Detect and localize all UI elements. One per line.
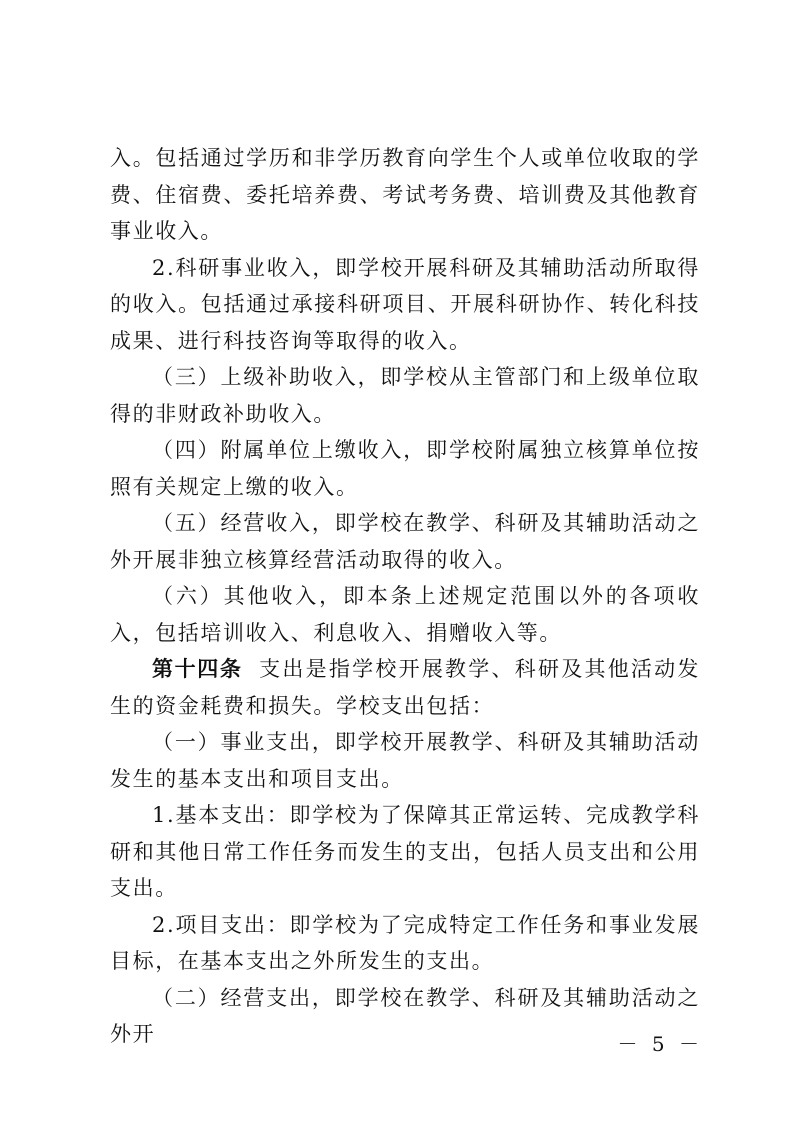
paragraph-research-income: 2.科研事业收入，即学校开展科研及其辅助活动所取得的收入。包括通过承接科研项目、开展科研协作、转化科技成果、进行科技咨询等取得的收入。 xyxy=(110,255,700,353)
article-14-text: 支出是指学校开展教学、科研及其他活动发生的资金耗费和损失。学校支出包括： xyxy=(110,657,701,718)
paragraph-operating-expense: （二）经营支出，即学校在教学、科研及其辅助活动之外开 xyxy=(110,985,700,1046)
paragraph-business-expense: （一）事业支出，即学校开展教学、科研及其辅助活动发生的基本支出和项目支出。 xyxy=(110,730,700,791)
paragraph-project-expense: 2.项目支出：即学校为了完成特定工作任务和事业发展目标，在基本支出之外所发生的支出。 xyxy=(110,912,700,973)
article-heading: 第十四条 xyxy=(152,657,243,681)
paragraph-superior-subsidy: （三）上级补助收入，即学校从主管部门和上级单位取得的非财政补助收入。 xyxy=(110,365,700,426)
paragraph-other-income: （六）其他收入，即本条上述规定范围以外的各项收入，包括培训收入、利息收入、捐赠收入等。 xyxy=(110,584,700,645)
paragraph-affiliate-income: （四）附属单位上缴收入，即学校附属独立核算单位按照有关规定上缴的收入。 xyxy=(110,438,700,499)
paragraph-income-continued: 入。包括通过学历和非学历教育向学生个人或单位收取的学费、住宿费、委托培养费、考试考务费、培训费及其他教育事业收入。 xyxy=(110,146,700,243)
paragraph-operating-income: （五）经营收入，即学校在教学、科研及其辅助活动之外开展非独立核算经营活动取得的收入。 xyxy=(110,511,700,572)
page-number: － 5 － xyxy=(617,1032,703,1056)
paragraph-article-14 xyxy=(110,651,700,724)
document-body xyxy=(110,140,700,1053)
paragraph-basic-expense: 1.基本支出：即学校为了保障其正常运转、完成教学科研和其他日常工作任务而发生的支出，包括人员支出和公用支出。 xyxy=(110,803,700,900)
